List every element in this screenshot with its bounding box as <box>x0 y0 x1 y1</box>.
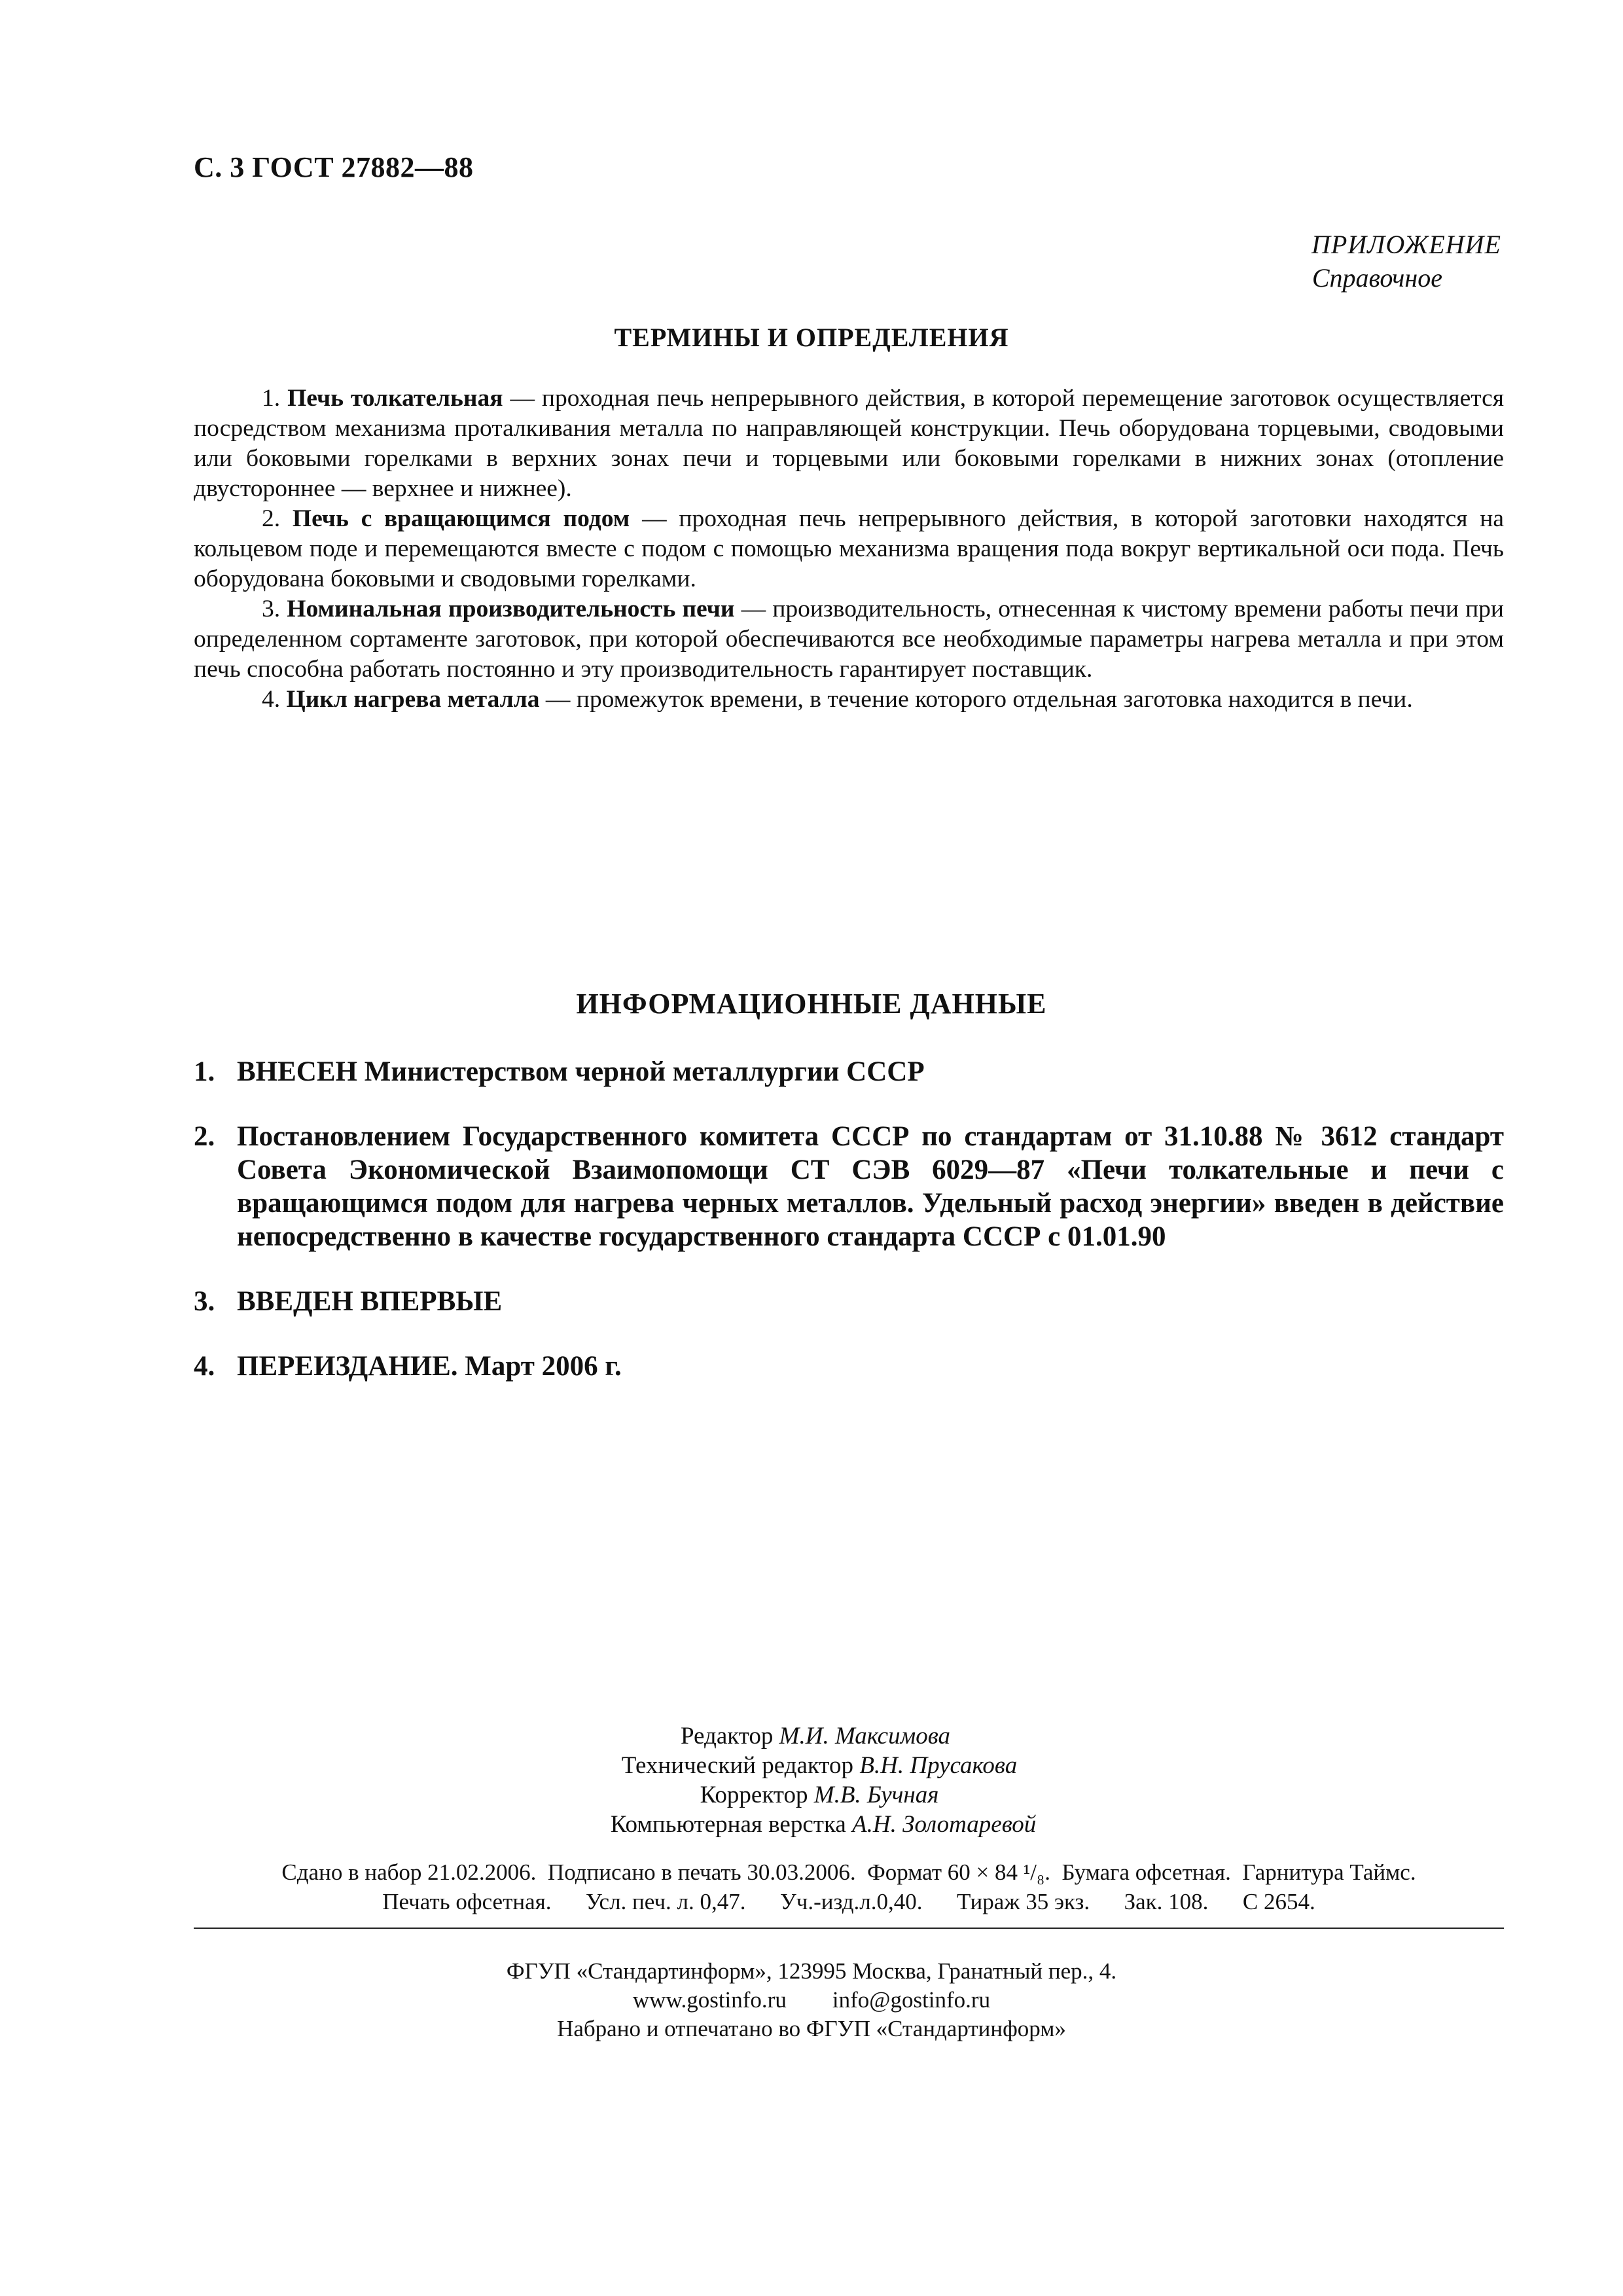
term-number: 1. <box>262 385 281 412</box>
term-item <box>194 594 1504 685</box>
term-definition: — проходная печь непрерывного действия, в которой перемещение заготовок осуществляется посредством механизма проталкивания металла по направляющей конструкции. Печь оборудована торцевыми, сводовыми или боковыми горелками в верхних зонах печи и торцевыми или боковыми горелками в нижних зонах (отопление двустороннее — верхнее и нижнее). <box>194 385 1505 502</box>
credits-block <box>0 1721 1623 1839</box>
term-definition: — проходная печь непрерывного действия, в которой заготовки находятся на кольцевом поде и перемещаются вместе с подом с помощью механизма вращения пода вокруг вертикальной оси пода. Печь оборудована боковыми и сводовыми горелками. <box>194 505 1504 592</box>
term-number: 2. <box>262 505 281 532</box>
credit-name: М.И. Максимова <box>779 1723 951 1749</box>
info-item <box>194 1350 1504 1383</box>
credit-name: М.В. Бучная <box>813 1782 939 1808</box>
info-item <box>194 1285 1504 1318</box>
credit-line <box>8 1751 1623 1780</box>
info-text: ПЕРЕИЗДАНИЕ. Март 2006 г. <box>237 1351 622 1382</box>
appendix-subtitle: Справочное <box>1311 263 1442 293</box>
term-name: Номинальная производительность печи <box>287 596 735 622</box>
credit-role: Технический редактор <box>621 1752 860 1779</box>
term-number: 4. <box>262 686 281 713</box>
term-definition: — промежуток времени, в течение которого отдельная заготовка находится в печи. <box>539 686 1413 713</box>
credit-role: Редактор <box>680 1723 779 1749</box>
term-definition: — производительность, отнесенная к чистому времени работы печи при определенном сортаменте заготовок, при которой обеспечиваются все необходимые параметры нагрева металла и при этом печь способна работать постоянно и эту производительность гарантирует поставщик. <box>194 596 1504 683</box>
imprint-line: Сдано в набор 21.02.2006. Подписано в печать 30.03.2006. Формат 60 × 84 ¹/₈. Бумага офсетная. Гарнитура Таймс. <box>281 1859 1416 1885</box>
imprint-line: Печать офсетная. Усл. печ. л. 0,47. Уч.-изд.л.0,40. Тираж 35 экз. Зак. 108. С 2654. <box>382 1889 1315 1914</box>
credit-role: Компьютерная верстка <box>610 1811 853 1838</box>
credit-line <box>4 1721 1623 1751</box>
info-number: 4. <box>194 1351 215 1382</box>
terms-title: ТЕРМИНЫ И ОПРЕДЕЛЕНИЯ <box>614 323 1009 352</box>
term-item <box>194 685 1504 715</box>
publisher-footer <box>0 1957 1623 2043</box>
info-text: ВВЕДЕН ВПЕРВЫЕ <box>237 1286 503 1317</box>
credit-line <box>8 1780 1623 1810</box>
footer-line: Набрано и отпечатано во ФГУП «Стандартинформ» <box>557 2016 1066 2041</box>
appendix-label <box>1305 229 1501 293</box>
credit-name: А.Н. Золотаревой <box>852 1811 1037 1838</box>
info-item <box>194 1055 1504 1088</box>
info-item <box>194 1120 1504 1253</box>
credit-role: Корректор <box>700 1782 814 1808</box>
term-name: Печь толкательная <box>287 385 503 412</box>
info-text: Постановлением Государственного комитета СССР по стандартам от 31.10.88 № 3612 стандарт Совета Экономической Взаимопомощи СТ СЭВ 6029—87 «Печи толкательные и печи с вращающимся подом для нагрева черных металлов. Удельный расход энергии» введен в действие непосредственно в качестве государственного стандарта СССР с 01.01.90 <box>237 1121 1504 1252</box>
term-name: Цикл нагрева металла <box>286 686 540 713</box>
page-header: С. 3 ГОСТ 27882—88 <box>194 151 474 183</box>
footer-line: www.gostinfo.ru info@gostinfo.ru <box>632 1987 991 2013</box>
imprint-block <box>194 1857 1504 1916</box>
info-text: ВНЕСЕН Министерством черной металлургии СССР <box>237 1056 925 1087</box>
term-number: 3. <box>262 596 281 622</box>
info-number: 2. <box>194 1121 215 1152</box>
term-item <box>194 384 1504 504</box>
info-number: 1. <box>194 1056 215 1087</box>
term-name: Печь с вращающимся подом <box>292 505 630 532</box>
credit-name: В.Н. Прусакова <box>859 1752 1018 1779</box>
info-title: ИНФОРМАЦИОННЫЕ ДАННЫЕ <box>576 988 1047 1020</box>
divider <box>194 1928 1504 1929</box>
term-item <box>194 504 1504 594</box>
credit-line <box>12 1810 1623 1839</box>
info-number: 3. <box>194 1286 215 1317</box>
info-list <box>194 1055 1504 1414</box>
appendix-title: ПРИЛОЖЕНИЕ <box>1311 230 1501 259</box>
terms-list <box>194 384 1504 715</box>
footer-line: ФГУП «Стандартинформ», 123995 Москва, Гранатный пер., 4. <box>506 1958 1117 1984</box>
